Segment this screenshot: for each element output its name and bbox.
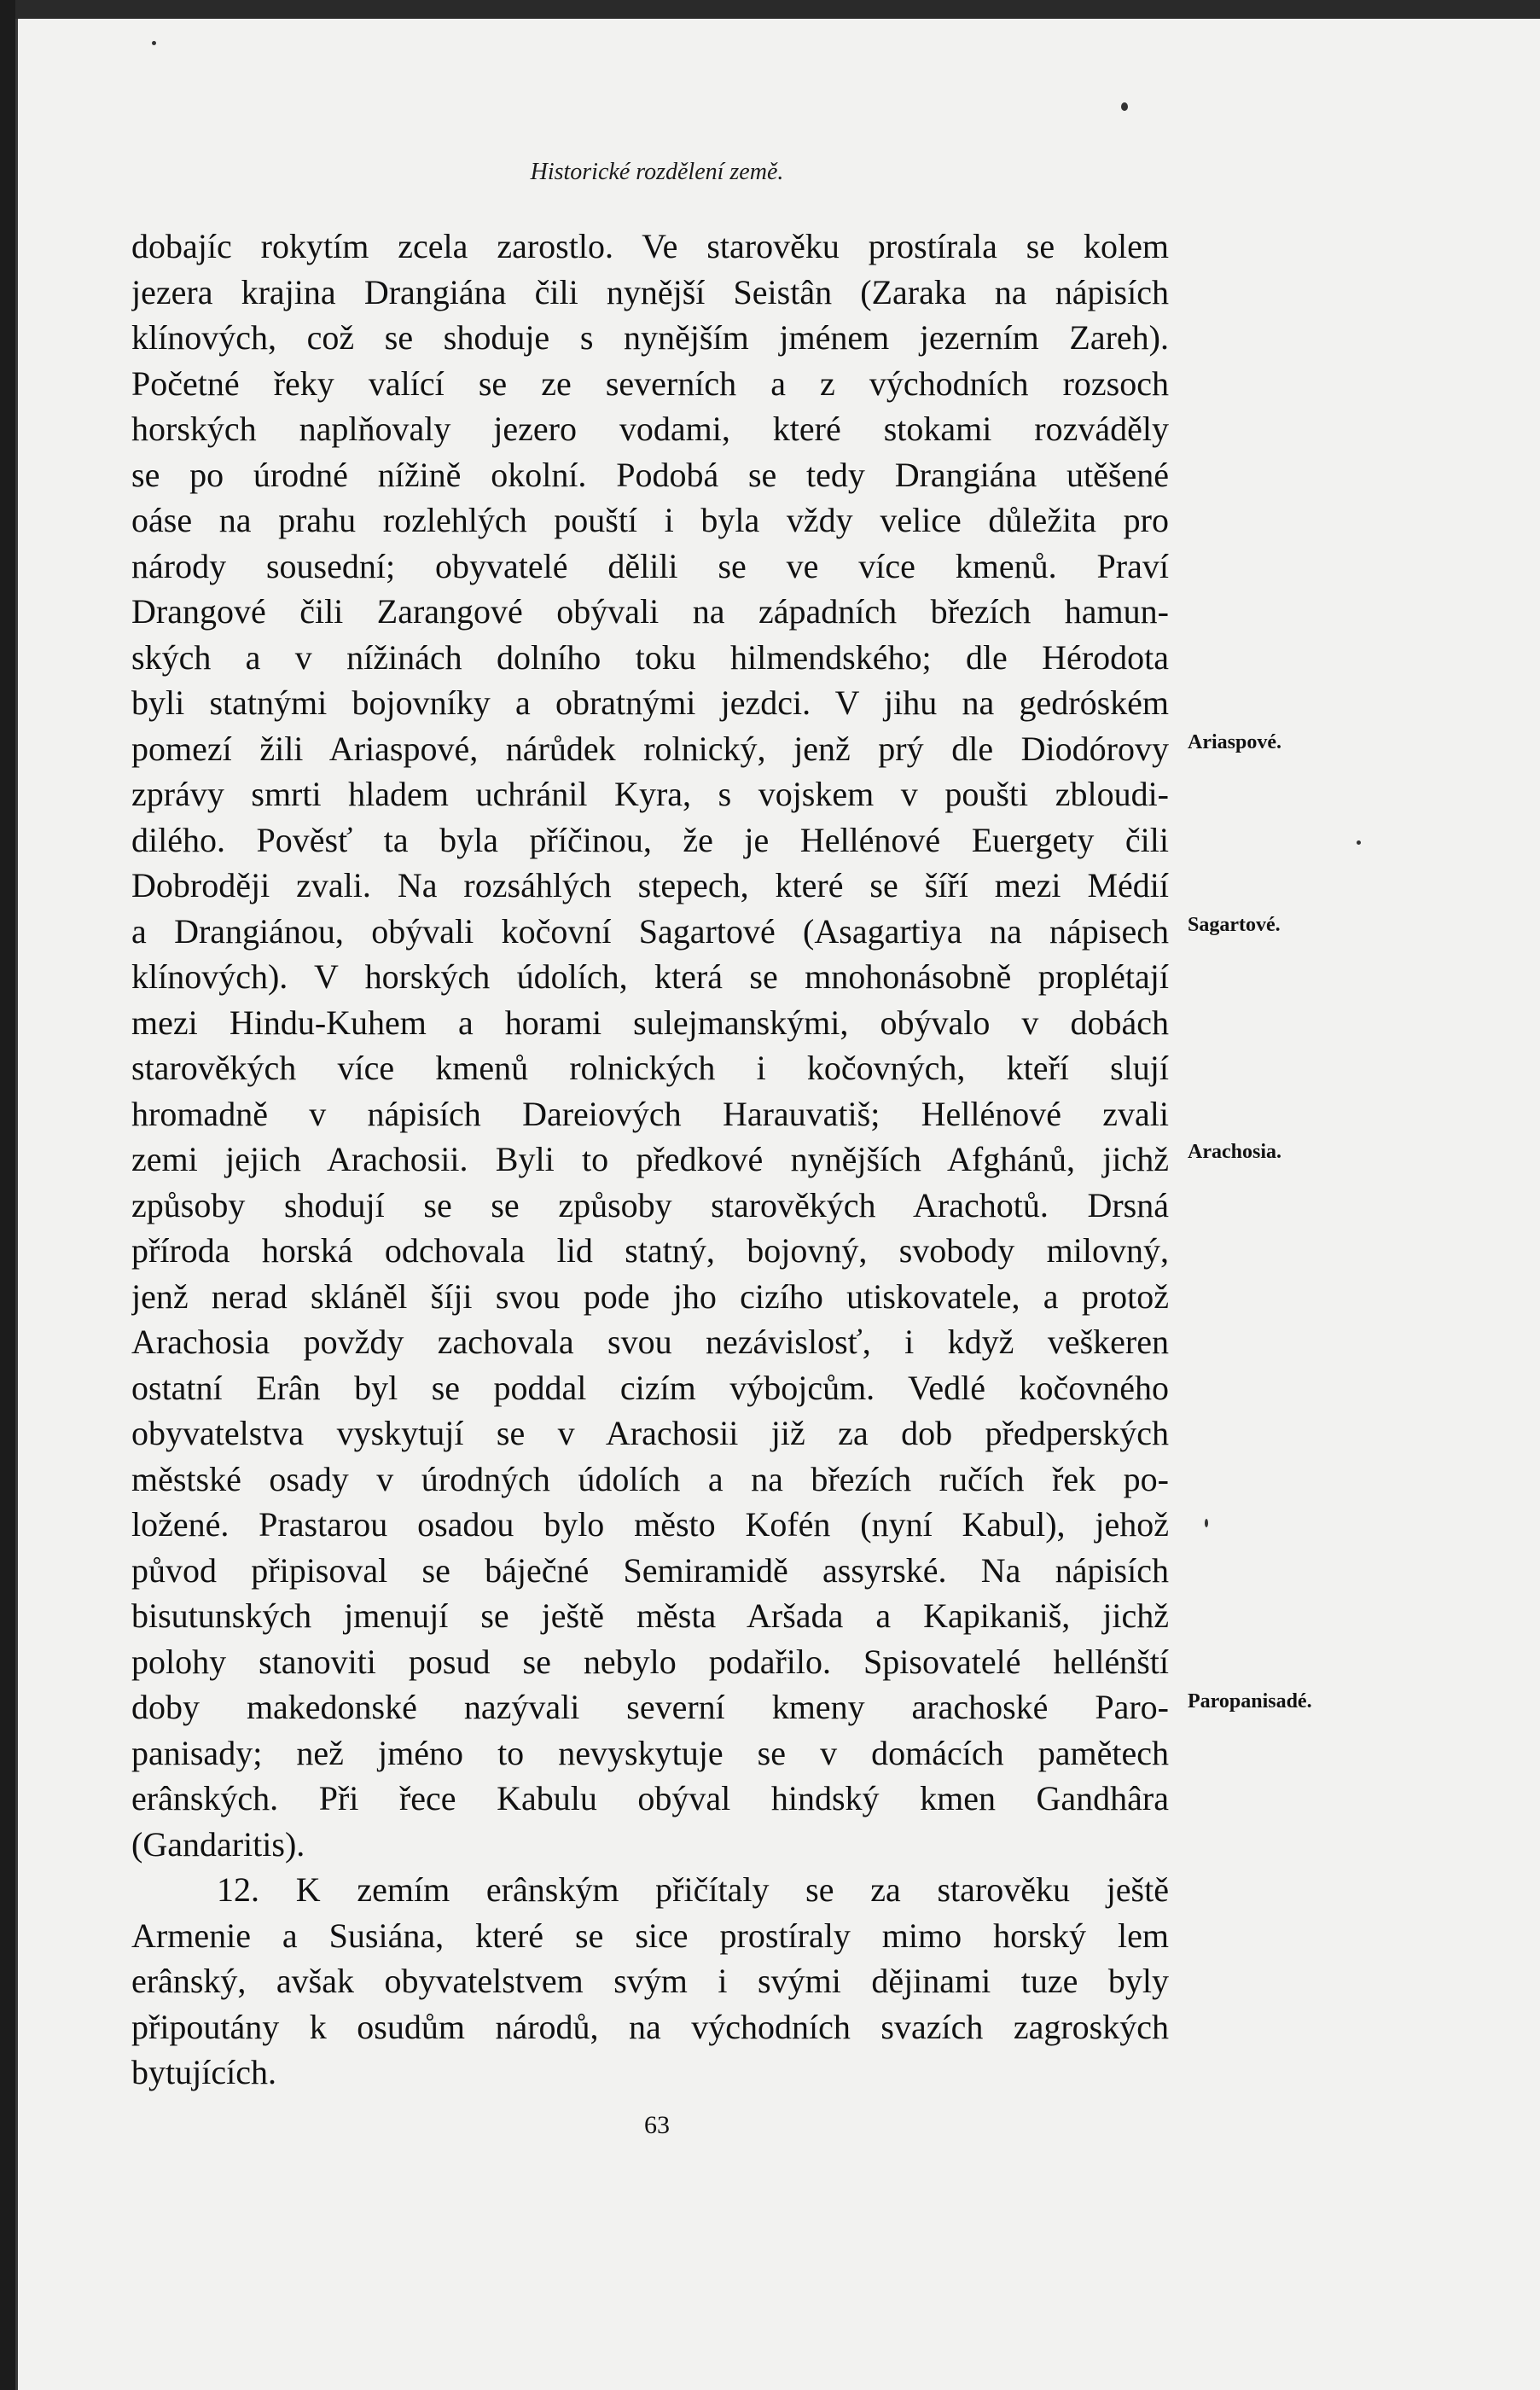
text-line: mezi Hindu-Kuhem a horami sulejmanskými, obývalo v dobách xyxy=(131,1003,1169,1042)
text-line: ostatní Erân byl se poddal cizím výbojcům. Vedlé kočovného xyxy=(131,1368,1169,1407)
text-line: (Gandaritis). xyxy=(131,1824,305,1864)
text-line: hromadně v nápisích Dareiových Harauvatiš; Hellénové zvali xyxy=(131,1094,1169,1133)
text-line: Početné řeky valící se ze severních a z východních rozsoch xyxy=(131,363,1169,403)
text-line: starověkých více kmenů rolnických i kočovných, kteří slují xyxy=(131,1049,1169,1087)
margin-note-arachosia: Arachosia. xyxy=(1188,1141,1281,1163)
paragraph-start-line: 12. K zemím erânským přičítaly se za starověku ještě xyxy=(217,1870,1169,1909)
text-line: příroda horská odchovala lid statný, bojovný, svobody milovný, xyxy=(131,1231,1169,1270)
text-line: erânský, avšak obyvatelstvem svým i svými dějinami tuze byly xyxy=(131,1962,1169,2000)
text-line: Arachosia povždy zachovala svou nezávislosť, i když veškeren xyxy=(131,1323,1169,1361)
text-line: panisady; než jméno to nevyskytuje se v domácích pamětech xyxy=(131,1733,1169,1772)
text-line: způsoby shodují se se způsoby starověkých Arachotů. Drsná xyxy=(131,1185,1169,1224)
scan-speck xyxy=(1121,102,1128,111)
text-line: připoutány k osudům národů, na východních svazích zagroských xyxy=(131,2007,1169,2046)
page-number: 63 xyxy=(644,2111,670,2139)
text-line: pomezí žili Ariaspové, nárůdek rolnický, jenž prý dle Diodórovy xyxy=(131,729,1169,768)
text-line: zemi jejich Arachosii. Byli to předkové nynějších Afghánů, jichž xyxy=(131,1140,1169,1178)
margin-note-sagartove: Sagartové. xyxy=(1188,914,1281,936)
text-line: dilého. Pověsť ta byla příčinou, že je Hellénové Euergety čili xyxy=(131,820,1169,859)
text-line: ských a v nížinách dolního toku hilmendského; dle Hérodota xyxy=(131,637,1169,677)
text-line: jezera krajina Drangiána čili nynější Seistân (Zaraka na nápisích xyxy=(131,272,1169,311)
text-line: oáse na prahu rozlehlých pouští i byla vždy velice důležita pro xyxy=(131,501,1169,539)
text-line: původ připisoval se báječné Semiramidě assyrské. Na nápisích xyxy=(131,1550,1169,1590)
text-line: obyvatelstva vyskytují se v Arachosii již za dob předperských xyxy=(131,1414,1169,1452)
margin-note-paropanisade: Paropanisadé. xyxy=(1188,1690,1312,1713)
margin-note-ariaspove: Ariaspové. xyxy=(1188,731,1281,753)
text-line: ložené. Prastarou osadou bylo město Kofén (nyní Kabul), jehož xyxy=(131,1505,1169,1544)
text-line: a Drangiánou, obývali kočovní Sagartové (Asagartiya na nápisech xyxy=(131,911,1169,951)
scan-speck xyxy=(1205,1519,1208,1527)
text-line: Drangové čili Zarangové obývali na západních březích hamun- xyxy=(131,592,1169,631)
body-text xyxy=(131,224,1169,2096)
scan-speck xyxy=(152,41,156,45)
text-line: polohy stanoviti posud se nebylo podařilo. Spisovatelé hellénští xyxy=(131,1642,1169,1681)
text-line: národy sousední; obyvatelé dělili se ve více kmenů. Praví xyxy=(131,546,1169,585)
text-line: doby makedonské nazývali severní kmeny arachoské Paro- xyxy=(131,1688,1169,1726)
text-line: horských naplňovaly jezero vodami, které stokami rozváděly xyxy=(131,410,1169,448)
text-line: zprávy smrti hladem uchránil Kyra, s vojskem v poušti zbloudi- xyxy=(131,775,1169,813)
text-line: bytujících. xyxy=(131,2053,276,2091)
text-line: byli statnými bojovníky a obratnými jezdci. V jihu na gedróském xyxy=(131,683,1169,722)
text-line: klínových, což se shoduje s nynějším jménem jezerním Zareh). xyxy=(131,318,1169,357)
scan-top-edge xyxy=(15,0,1540,19)
text-line: jenž nerad skláněl šíji svou pode jho cizího utiskovatele, a protož xyxy=(131,1276,1169,1316)
text-line: se po úrodné nížině okolní. Podobá se tedy Drangiána utěšené xyxy=(131,455,1169,494)
text-line: klínových). V horských údolích, která se mnohonásobně proplétají xyxy=(131,957,1169,996)
text-line: erânských. Při řece Kabulu obýval hindský kmen Gandhâra xyxy=(131,1779,1169,1817)
text-line: Dobroději zvali. Na rozsáhlých stepech, které se šíří mezi Médií xyxy=(131,866,1169,904)
text-line: bisutunských jmenují se ještě města Aršada a Kapikaniš, jichž xyxy=(131,1596,1169,1635)
text-line: Armenie a Susiána, které se sice prostíraly mimo horský lem xyxy=(131,1916,1169,1955)
text-line: městské osady v úrodných údolích a na březích ručích řek po- xyxy=(131,1459,1169,1498)
scan-speck xyxy=(1357,840,1361,845)
text-line: dobajíc rokytím zcela zarostlo. Ve starověku prostírala se kolem xyxy=(131,227,1169,265)
running-head: Historické rozdělení země. xyxy=(530,159,784,185)
